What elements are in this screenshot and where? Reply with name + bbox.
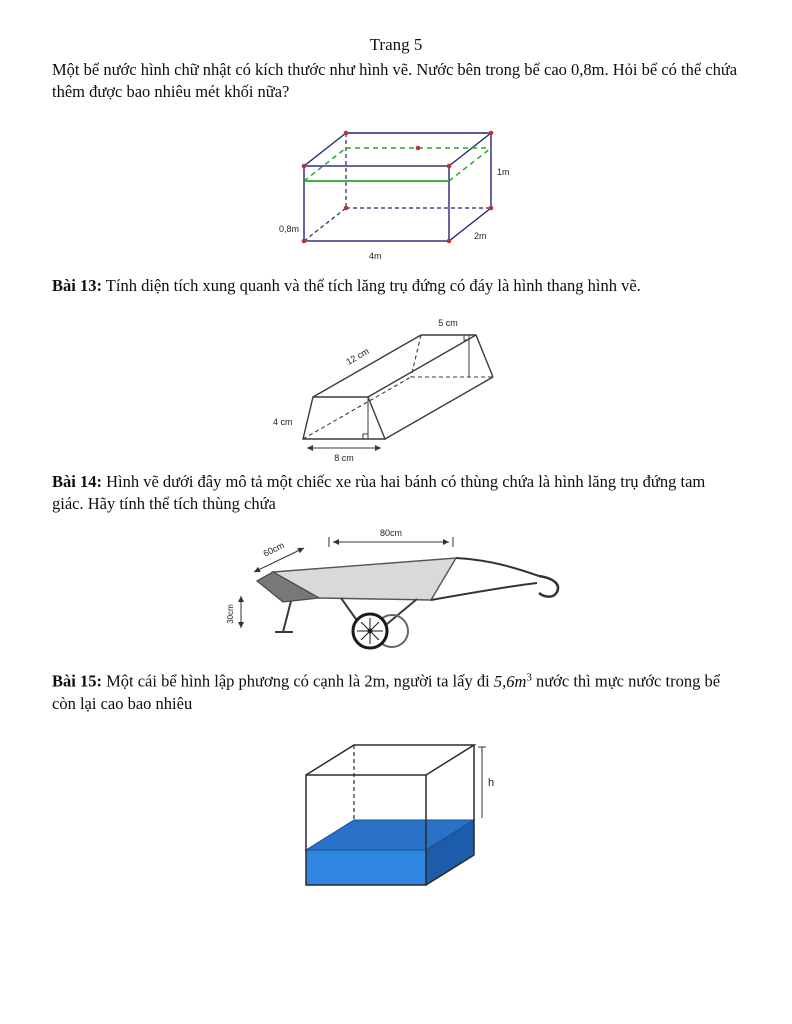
prism-label-base: 8 cm bbox=[334, 452, 354, 463]
tank-label-width: 4m bbox=[368, 250, 382, 261]
problem-15-text-before: Một cái bể hình lập phương có cạnh là 2m, người ta lấy đi bbox=[101, 671, 494, 691]
problem-14 bbox=[52, 471, 740, 515]
prism-label-top: 5 cm bbox=[438, 317, 458, 328]
tank-figure bbox=[279, 111, 514, 263]
problem-14-label: Bài 14: bbox=[52, 471, 102, 491]
prism-solid-edges bbox=[303, 335, 493, 439]
problem-14-text: Hình vẽ dưới đây mô tả một chiếc xe rùa hai bánh có thùng chứa là hình lăng trụ đứng tam giác. Hãy tính thể tích thùng chứa bbox=[52, 471, 706, 513]
water-level-plane-dashed bbox=[304, 148, 491, 181]
prism-label-side: 4 cm bbox=[273, 416, 293, 427]
problem-13 bbox=[52, 275, 740, 297]
trapezoid-prism-figure bbox=[271, 307, 521, 465]
water-body bbox=[306, 820, 474, 885]
intro-problem bbox=[52, 59, 740, 103]
tank-solid-edges bbox=[304, 133, 491, 241]
intro-problem-text: Một bể nước hình chữ nhật có kích thước như hình vẽ. Nước bên trong bể cao 0,8m. Hỏi bể có thể chứa thêm được bao nhiêu mét khối nữa? bbox=[52, 60, 738, 102]
cube-height-line bbox=[478, 747, 486, 818]
barrow-wheels bbox=[353, 614, 408, 648]
tank-label-depth: 2m bbox=[473, 230, 487, 241]
problem-13-label: Bài 13: bbox=[52, 275, 102, 295]
problem-15-label: Bài 15: bbox=[52, 671, 102, 691]
page-title: Trang 5 bbox=[369, 35, 423, 54]
problem-15-math bbox=[494, 672, 532, 691]
cube-label-height: h bbox=[488, 777, 495, 790]
problem-15 bbox=[52, 670, 740, 714]
wheelbarrow-figure bbox=[221, 526, 571, 658]
problem-15-math-exponent: 3 bbox=[526, 671, 532, 684]
cube-tank-figure bbox=[276, 730, 516, 898]
problem-13-text: Tính diện tích xung quanh và thể tích lăng trụ đứng có đáy là hình thang hình vẽ. bbox=[101, 275, 641, 295]
problem-15-text-after: nước thì mực nước trong bể còn lại cao bao nhiêu bbox=[52, 671, 721, 713]
tank-hidden-edges bbox=[304, 133, 491, 241]
barrow-label-height: 30cm bbox=[226, 604, 235, 625]
barrow-label-length: 80cm bbox=[379, 528, 403, 539]
problem-15-math-value: 5,6m bbox=[493, 671, 527, 691]
barrow-label-slant: 60cm bbox=[261, 540, 286, 559]
tank-label-height: 1m bbox=[496, 166, 510, 177]
tank-label-water-height: 0,8m bbox=[278, 223, 299, 234]
barrow-length-arrow bbox=[329, 537, 453, 547]
prism-label-edge: 12 cm bbox=[344, 345, 371, 367]
